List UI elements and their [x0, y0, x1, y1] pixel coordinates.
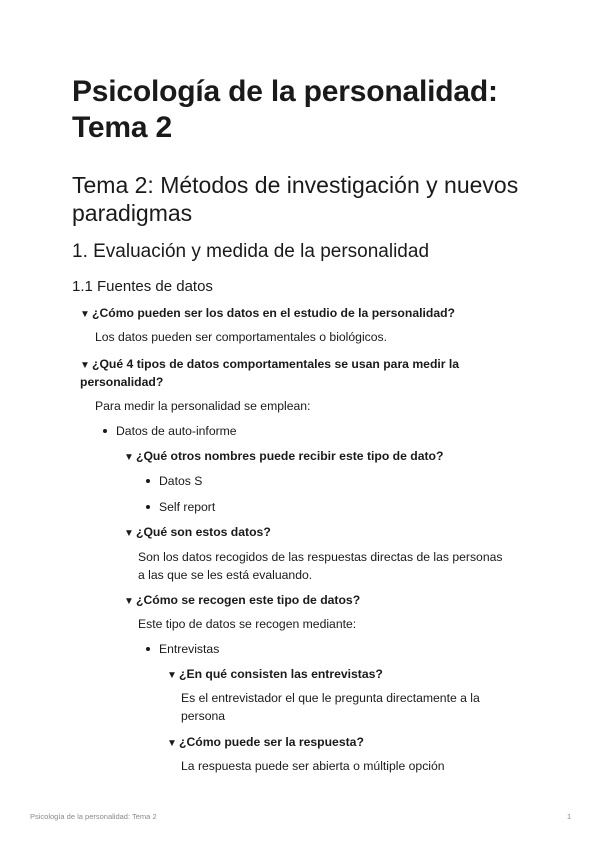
bullet-dot — [146, 647, 150, 651]
toggle-question-2[interactable]: ▼ ¿Qué 4 tipos de datos comportamentales se usan para medir la — [80, 355, 459, 375]
answer-4-line-1: Son los datos recogidos de las respuestas directas de las personas — [138, 550, 503, 564]
list-item-self-report: Self report — [159, 500, 216, 514]
triangle-down-icon: ▼ — [124, 596, 134, 607]
triangle-down-icon: ▼ — [124, 528, 134, 539]
bullet-dot — [146, 479, 150, 483]
toggle-question-6[interactable]: ▼ ¿En qué consisten las entrevistas? — [167, 665, 383, 685]
toggle-question-3[interactable]: ▼ ¿Qué otros nombres puede recibir este tipo de dato? — [124, 447, 443, 467]
answer-6-line-1: Es el entrevistador el que le pregunta directamente a la — [181, 691, 480, 705]
triangle-down-icon: ▼ — [124, 452, 134, 463]
list-item-entrevistas: Entrevistas — [159, 642, 220, 656]
document-title: Psicología de la personalidad: Tema 2 — [72, 75, 498, 144]
answer-4-line-2: a las que se les está evaluando. — [138, 568, 313, 582]
answer-1: Los datos pueden ser comportamentales o biológicos. — [95, 330, 388, 344]
triangle-down-icon: ▼ — [167, 670, 177, 681]
subsection-heading: 1. Evaluación y medida de la personalidad — [72, 241, 430, 262]
list-item-datos-s: Datos S — [159, 474, 203, 488]
toggle-question-2-cont: personalidad? — [80, 375, 164, 389]
section-heading: Tema 2: Métodos de investigación y nuevos paradigmas — [72, 172, 519, 226]
triangle-down-icon: ▼ — [80, 360, 90, 371]
answer-7: La respuesta puede ser abierta o múltiple opción — [181, 759, 445, 773]
toggle-question-1[interactable]: ▼ ¿Cómo pueden ser los datos en el estudio de la personalidad? — [80, 304, 455, 324]
answer-2: Para medir la personalidad se emplean: — [95, 399, 311, 413]
toggle-question-7[interactable]: ▼ ¿Cómo puede ser la respuesta? — [167, 733, 364, 753]
footer-title: Psicología de la personalidad: Tema 2 — [30, 812, 157, 821]
list-item-auto-informe: Datos de auto-informe — [116, 424, 237, 438]
answer-5: Este tipo de datos se recogen mediante: — [138, 617, 357, 631]
toggle-question-4[interactable]: ▼ ¿Qué son estos datos? — [124, 523, 271, 543]
subsubsection-heading: 1.1 Fuentes de datos — [72, 278, 213, 295]
bullet-dot — [103, 429, 107, 433]
toggle-question-5[interactable]: ▼ ¿Cómo se recogen este tipo de datos? — [124, 591, 360, 611]
bullet-dot — [146, 505, 150, 509]
page-number: 1 — [567, 812, 572, 821]
triangle-down-icon: ▼ — [80, 309, 90, 320]
triangle-down-icon: ▼ — [167, 738, 177, 749]
answer-6-line-2: persona — [181, 709, 226, 723]
